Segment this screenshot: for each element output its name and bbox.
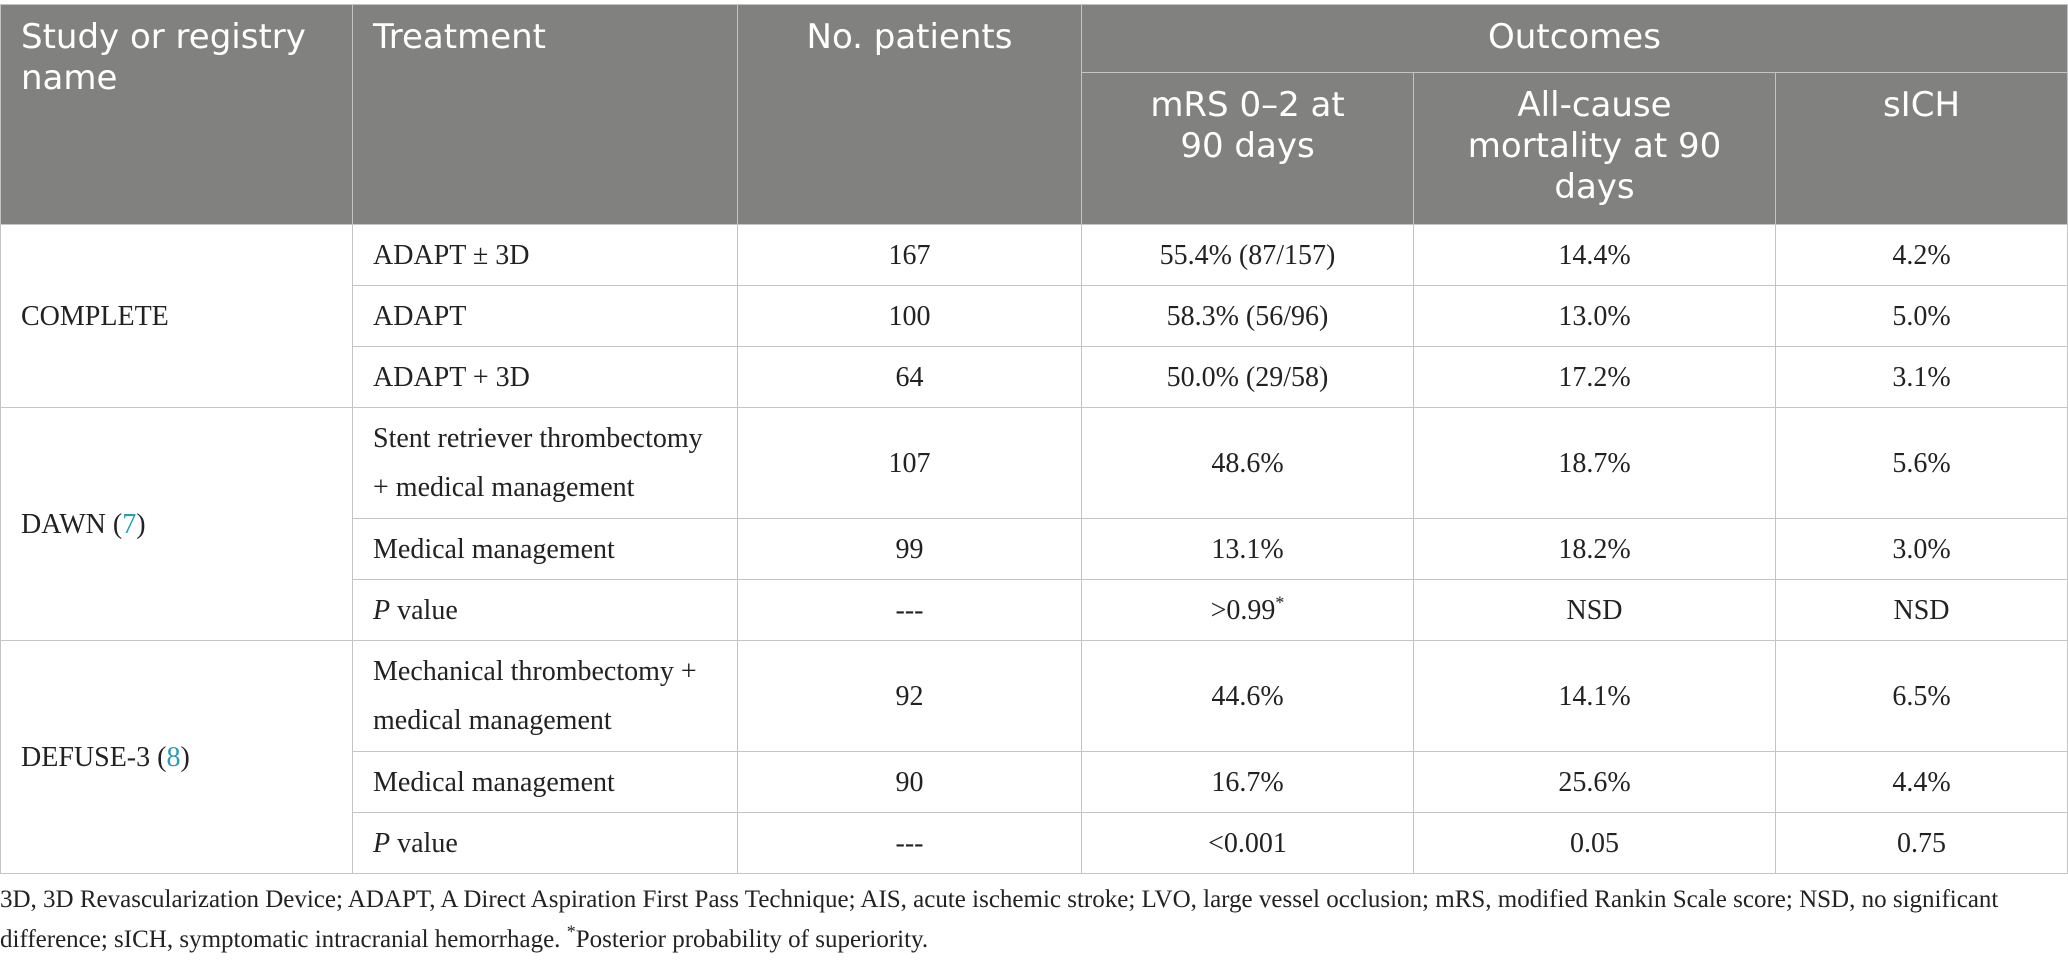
patients-cell: 107 <box>738 408 1082 519</box>
table-row <box>1 641 2068 752</box>
treatment-cell: Medical management <box>353 752 738 813</box>
patients-cell: 100 <box>738 286 1082 347</box>
header-treatment: Treatment <box>353 5 738 225</box>
treatment-cell: Stent retriever thrombectomy + medical management <box>353 408 738 519</box>
mrs-cell: 55.4% (87/157) <box>1082 225 1414 286</box>
sich-cell: 3.0% <box>1776 519 2068 580</box>
footnote-marker: * <box>1275 592 1285 613</box>
sich-cell: 5.0% <box>1776 286 2068 347</box>
header-mortality: All-cause mortality at 90 days <box>1414 73 1776 225</box>
mortality-cell: 17.2% <box>1414 347 1776 408</box>
mortality-cell: 14.1% <box>1414 641 1776 752</box>
study-name: COMPLETE <box>1 225 353 408</box>
mortality-cell: 18.7% <box>1414 408 1776 519</box>
mrs-cell: 50.0% (29/58) <box>1082 347 1414 408</box>
sich-cell: 0.75 <box>1776 813 2068 874</box>
study-name: DAWN (7) <box>1 408 353 641</box>
mortality-cell: 0.05 <box>1414 813 1776 874</box>
treatment-cell: P value <box>353 580 738 641</box>
table-row <box>1 408 2068 519</box>
mrs-cell: 58.3% (56/96) <box>1082 286 1414 347</box>
header-sich: sICH <box>1776 73 2068 225</box>
header-study: Study or registry name <box>1 5 353 225</box>
patients-cell: 167 <box>738 225 1082 286</box>
table-row <box>1 225 2068 286</box>
sich-cell: 6.5% <box>1776 641 2068 752</box>
mrs-cell: >0.99* <box>1082 580 1414 641</box>
study-name: DEFUSE-3 (8) <box>1 641 353 874</box>
treatment-cell: ADAPT ± 3D <box>353 225 738 286</box>
treatment-cell: P value <box>353 813 738 874</box>
footnote-marker: * <box>566 921 576 942</box>
patients-cell: 90 <box>738 752 1082 813</box>
treatment-cell: ADAPT + 3D <box>353 347 738 408</box>
mrs-cell: <0.001 <box>1082 813 1414 874</box>
reference-link[interactable]: 8 <box>166 741 181 773</box>
mortality-cell: 25.6% <box>1414 752 1776 813</box>
mortality-cell: 13.0% <box>1414 286 1776 347</box>
results-table <box>0 4 2068 874</box>
patients-cell: 64 <box>738 347 1082 408</box>
header-outcomes: Outcomes <box>1082 5 2068 73</box>
sich-cell: 3.1% <box>1776 347 2068 408</box>
mortality-cell: NSD <box>1414 580 1776 641</box>
mortality-cell: 18.2% <box>1414 519 1776 580</box>
mrs-cell: 48.6% <box>1082 408 1414 519</box>
table-footnote: 3D, 3D Revascularization Device; ADAPT, A Direct Aspiration First Pass Technique; AIS, acute ischemic stroke; LVO, large vessel occlusion; mRS, modified Rankin Scale score; NSD, no significant difference; sICH, symptomatic intracranial hemorrhage. *Posterior probability of superiority. <box>0 886 1999 953</box>
mortality-cell: 14.4% <box>1414 225 1776 286</box>
patients-cell: 99 <box>738 519 1082 580</box>
mrs-cell: 13.1% <box>1082 519 1414 580</box>
header-mrs: mRS 0–2 at 90 days <box>1082 73 1414 225</box>
mrs-cell: 16.7% <box>1082 752 1414 813</box>
treatment-cell: Medical management <box>353 519 738 580</box>
patients-cell: --- <box>738 580 1082 641</box>
mrs-cell: 44.6% <box>1082 641 1414 752</box>
header-patients: No. patients <box>738 5 1082 225</box>
sich-cell: NSD <box>1776 580 2068 641</box>
sich-cell: 5.6% <box>1776 408 2068 519</box>
reference-link[interactable]: 7 <box>122 508 137 540</box>
patients-cell: --- <box>738 813 1082 874</box>
treatment-cell: ADAPT <box>353 286 738 347</box>
treatment-cell: Mechanical thrombectomy + medical management <box>353 641 738 752</box>
patients-cell: 92 <box>738 641 1082 752</box>
sich-cell: 4.4% <box>1776 752 2068 813</box>
sich-cell: 4.2% <box>1776 225 2068 286</box>
